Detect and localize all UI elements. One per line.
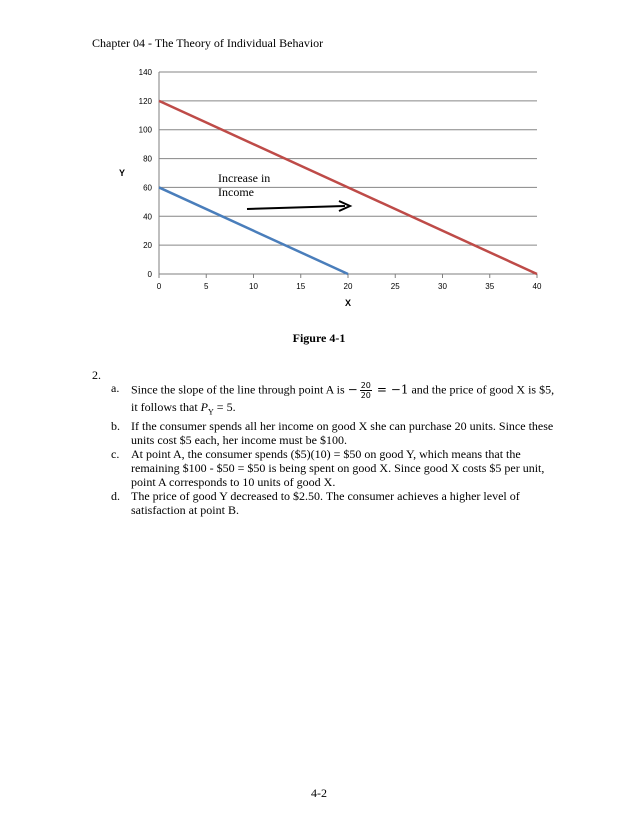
- answer-item-d: [92, 489, 562, 517]
- annotation-line-2: Income: [218, 185, 254, 199]
- fraction-denominator: 20: [360, 391, 371, 400]
- x-axis-ticks: [157, 274, 542, 291]
- y-tick-label: 100: [138, 125, 152, 135]
- x-tick-label: 15: [296, 282, 306, 291]
- y-tick-label: 140: [138, 68, 152, 77]
- y-axis-label: Y: [118, 168, 126, 178]
- slope-result: = −1: [376, 382, 409, 397]
- y-tick-label: 80: [143, 154, 152, 164]
- y-axis-ticks: [139, 68, 153, 279]
- chart-gridlines: [159, 72, 537, 274]
- answer-marker: c.: [111, 447, 120, 462]
- answer-item-c: [92, 447, 562, 489]
- question-number: 2.: [92, 368, 101, 382]
- x-tick-label: 35: [485, 282, 495, 291]
- answer-item-a: [92, 381, 562, 419]
- price-variable: P: [200, 400, 209, 414]
- answer-text: and the price of good X is $5, it follows that: [131, 382, 555, 414]
- y-tick-label: 20: [143, 241, 152, 251]
- x-tick-label: 30: [438, 282, 447, 291]
- y-tick-label: 60: [143, 183, 152, 193]
- increase-income-arrow: [247, 201, 350, 211]
- budget-line-chart: [0, 0, 638, 330]
- price-subscript: Y: [208, 407, 214, 417]
- y-tick-label: 40: [143, 212, 152, 222]
- answer-list: [92, 381, 562, 517]
- answer-text: = 5.: [216, 400, 236, 414]
- x-tick-label: 20: [343, 282, 353, 291]
- arrow-shaft: [247, 206, 345, 209]
- x-tick-label: 10: [249, 282, 258, 291]
- answer-marker: a.: [111, 381, 120, 395]
- answer-item-b: [92, 419, 562, 447]
- figure-caption: Figure 4-1: [292, 331, 346, 345]
- chapter-header: Chapter 04 - The Theory of Individual Behavior: [92, 36, 324, 50]
- answer-text: The price of good Y decreased to $2.50. The consumer achieves a higher level of satisfaction at point B.: [131, 489, 520, 518]
- fraction-numerator: 20: [360, 381, 371, 390]
- annotation-line-1: Increase in: [218, 171, 271, 185]
- x-axis-label: X: [344, 298, 352, 308]
- answer-text: Since the slope of the line through point A is: [131, 382, 345, 397]
- y-tick-label: 0: [147, 270, 152, 279]
- page-number: 4-2: [311, 786, 327, 800]
- y-tick-label: 120: [138, 96, 152, 106]
- x-tick-label: 0: [156, 282, 162, 291]
- slope-fraction: [360, 381, 372, 400]
- answer-text: If the consumer spends all her income on good X she can purchase 20 units. Since these units cost $5 each, her income must be $100.: [131, 419, 554, 448]
- series-line-1: [159, 187, 348, 274]
- answer-text: At point A, the consumer spends ($5)(10) = $50 on good Y, which means that the remaining $100 - $50 = $50 is being spent on good X. Since good X costs $5 per unit, point A corresponds to 10 units of good X.: [131, 447, 545, 490]
- x-tick-label: 40: [532, 282, 542, 291]
- answer-marker: b.: [111, 419, 120, 434]
- x-tick-label: 5: [204, 282, 209, 291]
- x-tick-label: 25: [390, 282, 400, 291]
- minus-sign: −: [347, 382, 358, 397]
- answer-marker: d.: [111, 489, 120, 504]
